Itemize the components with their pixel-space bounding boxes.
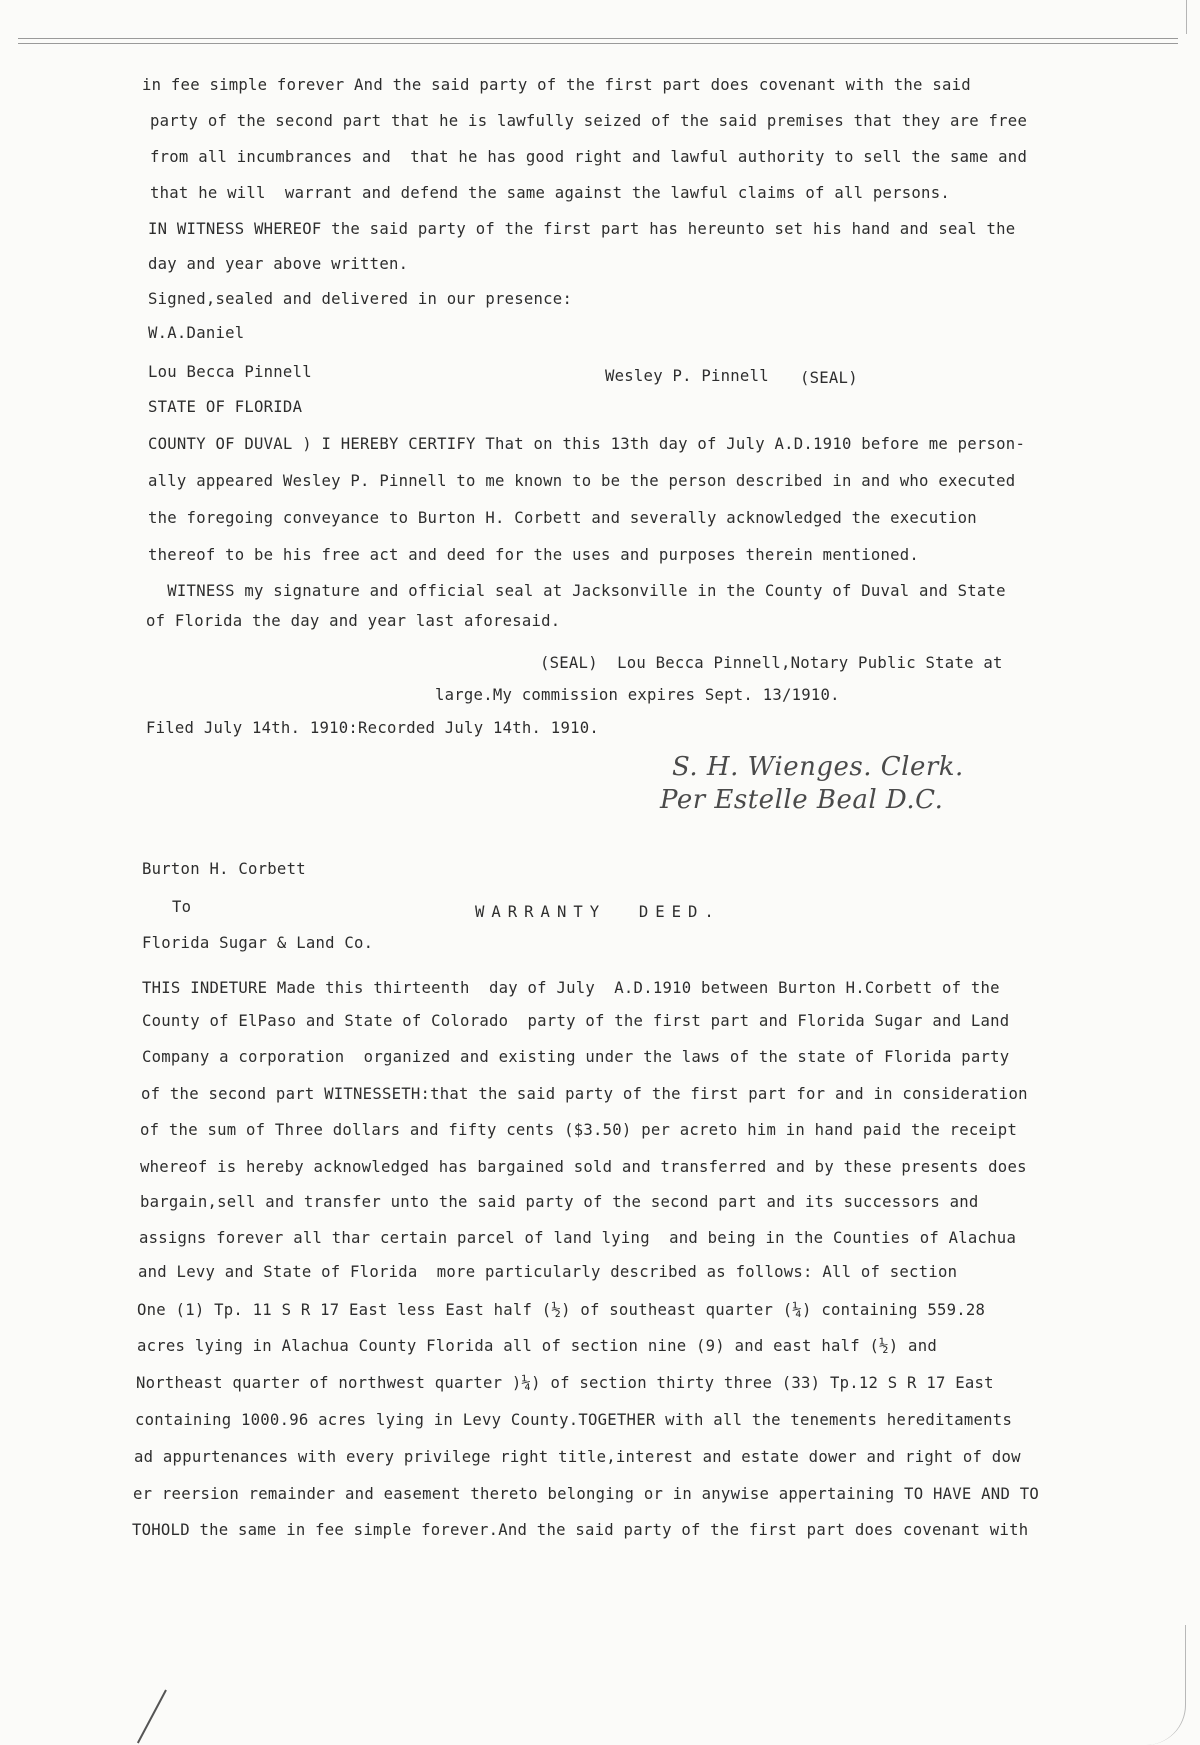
ack-text-line: the foregoing conveyance to Burton H. Corbett and severally acknowledged the execution bbox=[148, 509, 977, 527]
deed-body-line: TOHOLD the same in fee simple forever.And the said party of the first part does covenant with bbox=[132, 1521, 1029, 1539]
deed-body-line: whereof is hereby acknowledged has bargained sold and transferred and by these presents does bbox=[140, 1158, 1027, 1176]
deed-title: WARRANTY DEED. bbox=[475, 903, 721, 921]
ack-text-line: COUNTY OF DUVAL ) I HEREBY CERTIFY That on this 13th day of July A.D.1910 before me person- bbox=[148, 435, 1026, 453]
deed-body-line: Company a corporation organized and existing under the laws of the state of Florida party bbox=[142, 1048, 1010, 1066]
to-label: To bbox=[172, 898, 192, 916]
deed-text-line: in fee simple forever And the said party of the first part does covenant with the said bbox=[142, 76, 971, 94]
deed-text-line: day and year above written. bbox=[148, 255, 409, 273]
ack-text-line: ally appeared Wesley P. Pinnell to me known to be the person described in and who executed bbox=[148, 472, 1016, 490]
deed-text-line: IN WITNESS WHEREOF the said party of the first part has hereunto set his hand and seal the bbox=[148, 220, 1016, 238]
witness-name: W.A.Daniel bbox=[148, 324, 245, 342]
deed-text-line: party of the second part that he is lawfully seized of the said premises that they are free bbox=[150, 112, 1028, 130]
top-rule-double bbox=[18, 43, 1178, 44]
grantor-seal: (SEAL) bbox=[800, 369, 858, 387]
deed-body-line: THIS INDETURE Made this thirteenth day of July A.D.1910 between Burton H.Corbett of the bbox=[142, 979, 1000, 997]
ack-text-line: of Florida the day and year last aforesaid. bbox=[146, 612, 561, 630]
grantor-name: Burton H. Corbett bbox=[142, 860, 306, 878]
deed-body-line: bargain,sell and transfer unto the said party of the second part and its successors and bbox=[140, 1193, 979, 1211]
witness-name: Lou Becca Pinnell bbox=[148, 363, 312, 381]
margin-line bbox=[1186, 0, 1187, 34]
deed-text-line: from all incumbrances and that he has good right and lawful authority to sell the same and bbox=[150, 148, 1028, 166]
grantor-signature: Wesley P. Pinnell bbox=[605, 367, 769, 385]
notary-line: (SEAL) Lou Becca Pinnell,Notary Public State at bbox=[540, 654, 1003, 672]
deed-body-line: assigns forever all thar certain parcel of land lying and being in the Counties of Alachua bbox=[139, 1229, 1017, 1247]
deed-body-line: of the second part WITNESSETH:that the said party of the first part for and in consideration bbox=[141, 1085, 1028, 1103]
clerk-signature: S. H. Wienges. Clerk. bbox=[672, 752, 964, 782]
ack-text-line: thereof to be his free act and deed for the uses and purposes therein mentioned. bbox=[148, 546, 920, 564]
ack-text-line: WITNESS my signature and official seal at Jacksonville in the County of Duval and State bbox=[148, 582, 1006, 600]
deed-body-line: er reersion remainder and easement thereto belonging or in anywise appertaining TO HAVE AND TO bbox=[133, 1485, 1039, 1503]
deed-body-line: of the sum of Three dollars and fifty cents ($3.50) per acreto him in hand paid the receipt bbox=[140, 1121, 1018, 1139]
pen-mark bbox=[137, 1690, 167, 1744]
deed-body-line: containing 1000.96 acres lying in Levy County.TOGETHER with all the tenements hereditaments bbox=[135, 1411, 1013, 1429]
commission-line: large.My commission expires Sept. 13/1910. bbox=[435, 686, 840, 704]
deed-text-line: that he will warrant and defend the same against the lawful claims of all persons. bbox=[150, 184, 950, 202]
witness-heading: Signed,sealed and delivered in our presence: bbox=[148, 290, 573, 308]
deputy-clerk-signature: Per Estelle Beal D.C. bbox=[660, 785, 944, 815]
deed-body-line: Northeast quarter of northwest quarter )¼) of section thirty three (33) Tp.12 S R 17 East bbox=[136, 1374, 994, 1392]
top-rule bbox=[18, 38, 1178, 39]
deed-body-line: and Levy and State of Florida more particularly described as follows: All of section bbox=[138, 1263, 958, 1281]
grantee-name: Florida Sugar & Land Co. bbox=[142, 934, 374, 952]
deed-body-line: ad appurtenances with every privilege right title,interest and estate dower and right of dow bbox=[134, 1448, 1021, 1466]
deed-body-line: acres lying in Alachua County Florida all of section nine (9) and east half (½) and bbox=[137, 1337, 937, 1355]
deed-body-line: County of ElPaso and State of Colorado party of the first part and Florida Sugar and Land bbox=[142, 1012, 1010, 1030]
deed-body-line: One (1) Tp. 11 S R 17 East less East half (½) of southeast quarter (¼) containing 559.28 bbox=[137, 1301, 986, 1319]
filed-recorded-line: Filed July 14th. 1910:Recorded July 14th. 1910. bbox=[146, 719, 599, 737]
page-edge-curve bbox=[1145, 1625, 1186, 1745]
state-line: STATE OF FLORIDA bbox=[148, 398, 303, 416]
